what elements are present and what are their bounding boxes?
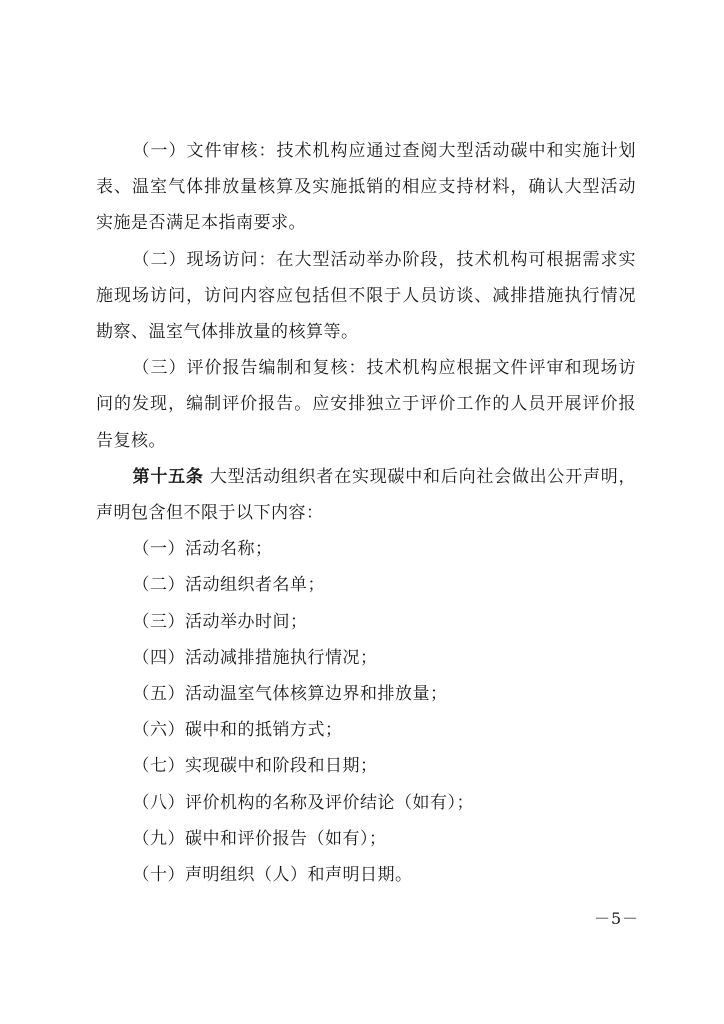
- list-item: （一）活动名称；: [132, 539, 273, 560]
- list-item: （五）活动温室气体核算边界和排放量；: [132, 684, 448, 705]
- list-item: （九）碳中和评价报告（如有）；: [132, 828, 387, 849]
- list-item: （十）声明组织（人）和声明日期。: [132, 865, 413, 886]
- paragraph-text: 大型活动组织者在实现碳中和后向社会做出公开声明，声明包含但不限于以下内容：: [96, 466, 637, 524]
- list-item: （八）评价机构的名称及评价结论（如有）；: [132, 792, 475, 813]
- paragraph-text: （三）评价报告编制和复核：技术机构应根据文件评审和现场访问的发现，编制评价报告。应安排独立于评价工作的人员开展评价报告复核。: [96, 358, 636, 451]
- paragraph-text: （二）现场访问：在大型活动举办阶段，技术机构可根据需求实施现场访问，访问内容应包括但不限于人员访谈、减排措施执行情况勘察、温室气体排放量的核算等。: [96, 249, 636, 343]
- body-text: [96, 133, 636, 893]
- article-heading: 第十五条: [132, 466, 204, 487]
- list-item: （六）碳中和的抵销方式；: [132, 720, 343, 741]
- paragraph-document-review: [96, 133, 636, 242]
- list-item: （四）活动减排措施执行情况；: [132, 647, 378, 668]
- page-number: －5－: [594, 909, 640, 928]
- paragraph-article-15: [96, 459, 636, 531]
- paragraph-report-review: [96, 350, 636, 459]
- list-item: （三）活动举办时间；: [132, 611, 308, 632]
- list-item: （二）活动组织者名单；: [132, 575, 326, 596]
- paragraph-site-visit: [96, 242, 636, 351]
- paragraph-text: （一）文件审核：技术机构应通过查阅大型活动碳中和实施计划表、温室气体排放量核算及实施抵销的相应支持材料，确认大型活动实施是否满足本指南要求。: [96, 141, 636, 234]
- list-item: （七）实现碳中和阶段和日期；: [132, 756, 378, 777]
